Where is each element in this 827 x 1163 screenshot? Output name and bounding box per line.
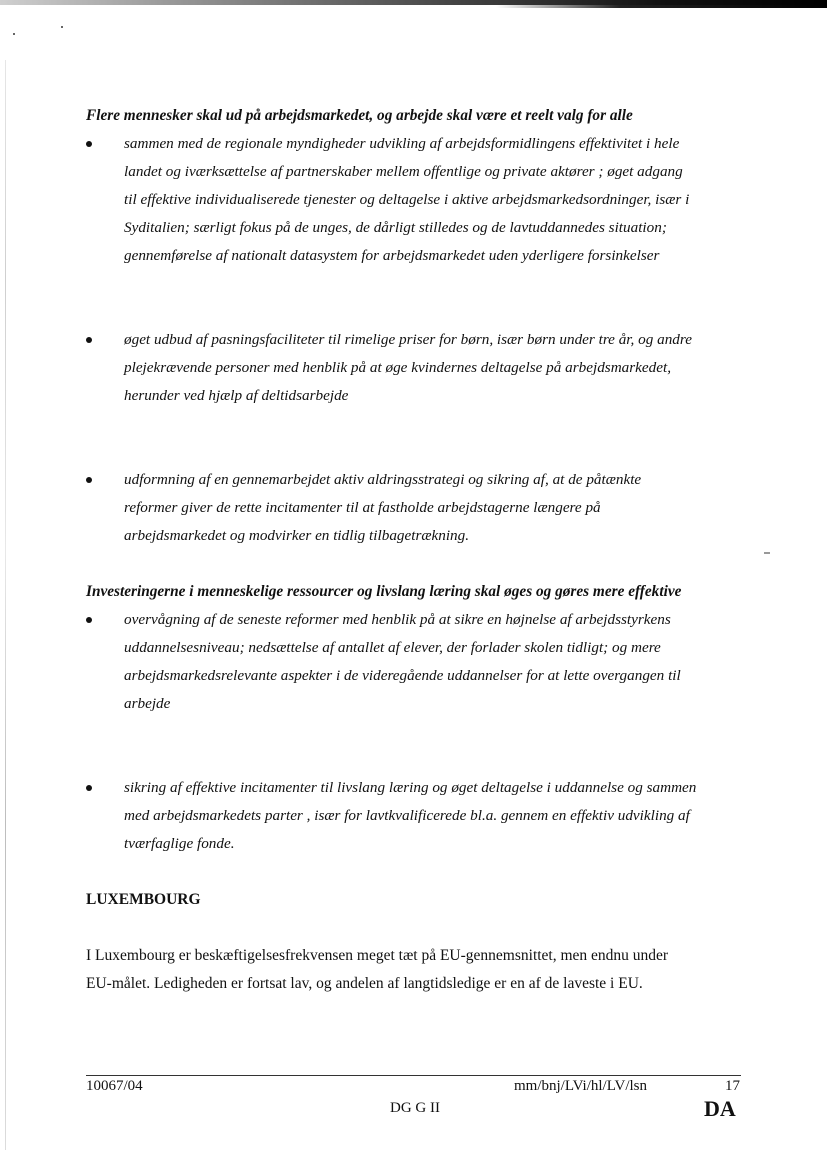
scan-edge-top-shadow	[0, 5, 827, 8]
line: arbejde	[124, 695, 171, 712]
list-item	[86, 606, 736, 718]
section-country	[86, 886, 736, 998]
list-item	[86, 130, 736, 270]
scan-speck	[764, 552, 770, 554]
line: med arbejdsmarkedets parter , især for lavtkvalificerede bl.a. gennem en effektiv udvikling af	[124, 807, 690, 824]
bullet-icon	[86, 141, 92, 147]
section-heading: Flere mennesker skal ud på arbejdsmarkedet, og arbejde skal være et reelt valg for alle	[86, 107, 633, 124]
line: sammen med de regionale myndigheder udvikling af arbejdsformidlingens effektivitet i hele	[124, 135, 680, 152]
footer-rule	[86, 1075, 741, 1076]
line: udformning af en gennemarbejdet aktiv aldringsstrategi og sikring af, at de påtænkte	[124, 471, 642, 488]
line: tværfaglige fonde.	[124, 835, 235, 852]
bullet-icon	[86, 337, 92, 343]
language-code: DA	[704, 1096, 736, 1121]
page-number: 17	[725, 1078, 740, 1094]
line: Syditalien; særligt fokus på de unges, de dårligt stilledes og de lavtuddannedes situation;	[124, 219, 667, 236]
author-initials: mm/bnj/LVi/hl/LV/lsn	[514, 1078, 648, 1094]
bullet-list	[86, 130, 736, 550]
country-paragraph	[86, 942, 736, 998]
line: til effektive individualiserede tjenester og deltagelse i aktive arbejdsmarkedsordninger, især i	[124, 191, 690, 208]
scan-edge-left	[5, 60, 6, 1150]
section-employment	[86, 102, 736, 550]
document-body	[86, 100, 736, 998]
line: herunder ved hjælp af deltidsarbejde	[124, 387, 349, 404]
scan-speck	[61, 26, 63, 28]
country-heading: LUXEMBOURG	[86, 891, 201, 908]
list-item	[86, 466, 736, 550]
bullet-list	[86, 606, 736, 858]
section-human-resources	[86, 578, 736, 858]
line: EU-målet. Ledigheden er fortsat lav, og andelen af langtidsledige er en af de laveste i EU.	[86, 975, 643, 992]
section-heading: Investeringerne i menneskelige ressourcer og livslang læring skal øges og gøres mere effektive	[86, 583, 682, 600]
list-item	[86, 774, 736, 858]
bullet-icon	[86, 477, 92, 483]
list-item	[86, 326, 736, 410]
line: sikring af effektive incitamenter til livslang læring og øget deltagelse i uddannelse og sammen	[124, 779, 697, 796]
document-reference: 10067/04	[86, 1078, 143, 1094]
line: øget udbud af pasningsfaciliteter til rimelige priser for børn, især børn under tre år, og andre	[124, 331, 692, 348]
line: landet og iværksættelse af partnerskaber mellem offentlige og private aktører ; øget adgang	[124, 163, 683, 180]
line: uddannelsesniveau; nedsættelse af antallet af elever, der forlader skolen tidligt; og mere	[124, 639, 661, 656]
line: arbejdsmarkedsrelevante aspekter i de videregående uddannelser for at lette overgangen til	[124, 667, 681, 684]
bullet-icon	[86, 785, 92, 791]
line: I Luxembourg er beskæftigelsesfrekvensen meget tæt på EU-gennemsnittet, men endnu under	[86, 947, 669, 964]
department-code: DG G II	[390, 1100, 440, 1116]
bullet-icon	[86, 617, 92, 623]
line: overvågning af de seneste reformer med henblik på at sikre en højnelse af arbejdsstyrkens	[124, 611, 671, 628]
line: arbejdsmarkedet og modvirker en tidlig tilbagetrækning.	[124, 527, 470, 544]
line: reformer giver de rette incitamenter til at fastholde arbejdstagerne længere på	[124, 499, 601, 516]
line: plejekrævende personer med henblik på at øge kvindernes deltagelse på arbejdsmarkedet,	[124, 359, 672, 376]
scan-speck	[13, 33, 15, 35]
line: gennemførelse af nationalt datasystem for arbejdsmarkedet uden yderligere forsinkelser	[124, 247, 660, 264]
